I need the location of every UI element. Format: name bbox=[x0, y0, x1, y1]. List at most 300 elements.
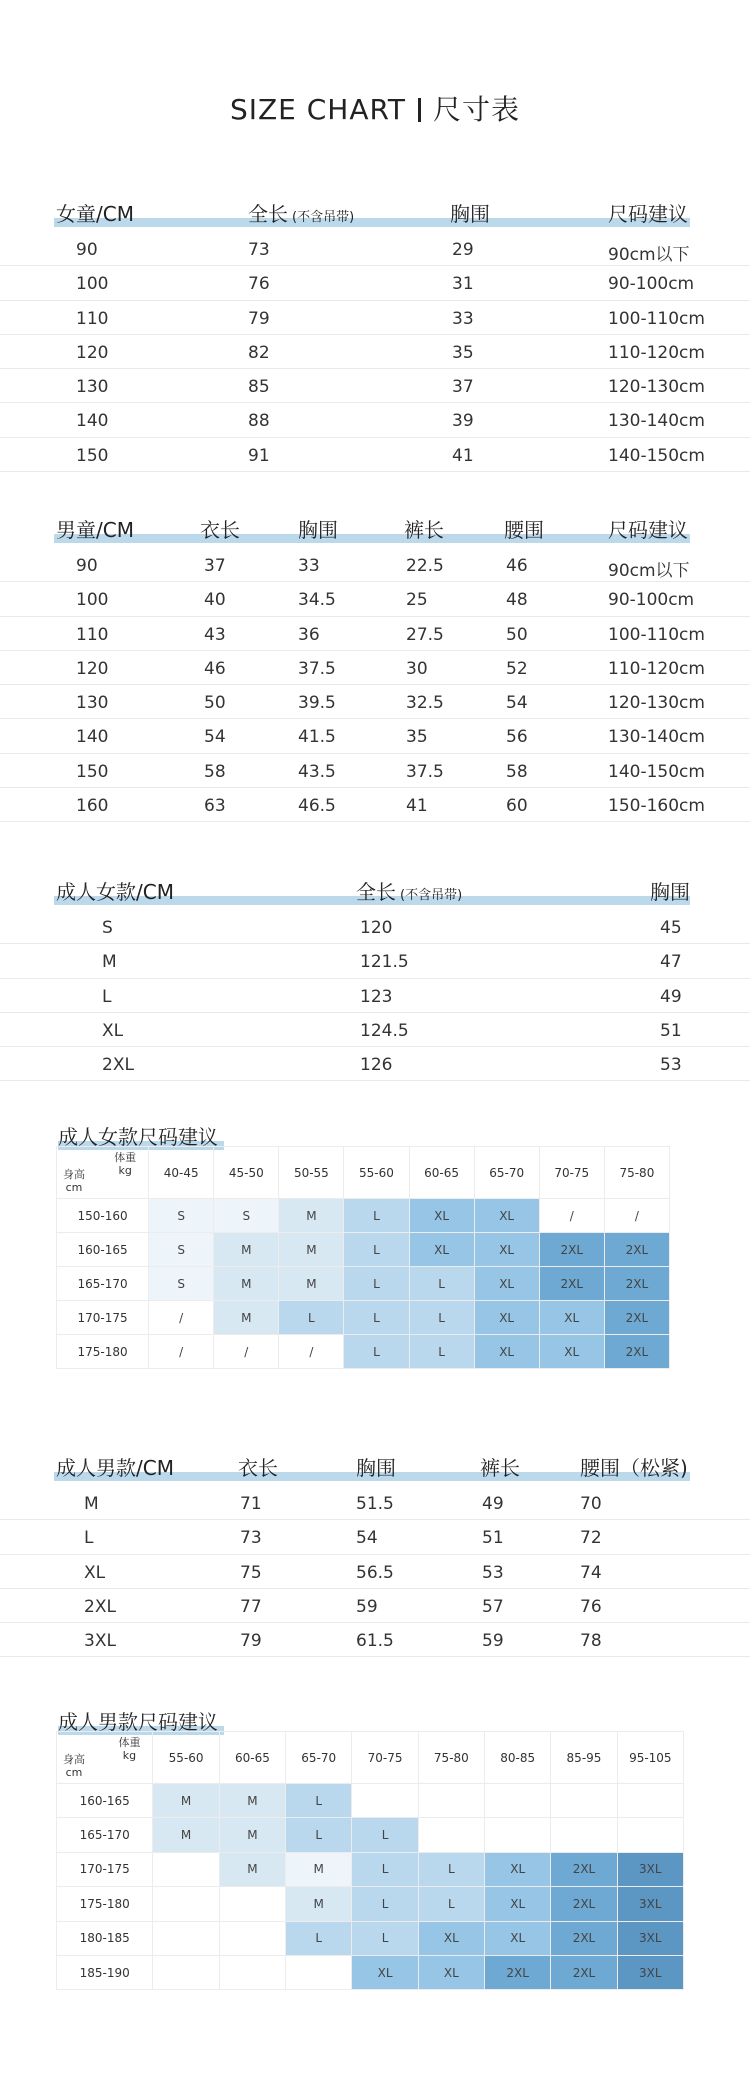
girls-table-header bbox=[0, 198, 750, 232]
table-cell: 124.5 bbox=[360, 1020, 409, 1041]
table-cell: 120 bbox=[360, 918, 393, 938]
weight-range-header: 45-50 bbox=[214, 1147, 279, 1199]
table-cell: 36 bbox=[298, 624, 320, 645]
boys-col-pants: 裤长 bbox=[404, 518, 444, 542]
table-cell: 60 bbox=[506, 796, 528, 817]
table-cell: 54 bbox=[204, 727, 226, 748]
table-cell: 100 bbox=[76, 590, 109, 611]
men-col-length: 衣长 bbox=[238, 1456, 278, 1480]
table-cell: 76 bbox=[580, 1596, 602, 1617]
table-row bbox=[0, 438, 750, 472]
table-cell: 77 bbox=[240, 1596, 262, 1617]
table-cell: 34.5 bbox=[298, 590, 336, 611]
weight-range-header: 55-60 bbox=[153, 1732, 219, 1784]
table-cell: 53 bbox=[660, 1055, 682, 1076]
boys-col-length: 衣长 bbox=[200, 518, 240, 542]
girls-table-body bbox=[0, 232, 750, 472]
table-cell: 3XL bbox=[84, 1631, 116, 1652]
men-size-table bbox=[0, 1452, 750, 1657]
table-cell: 56.5 bbox=[356, 1562, 394, 1583]
size-cell: M bbox=[219, 1818, 285, 1852]
grid-row bbox=[57, 1267, 670, 1301]
table-row bbox=[0, 910, 750, 944]
table-cell: 120 bbox=[76, 342, 109, 363]
table-cell: 2XL bbox=[84, 1596, 116, 1617]
table-cell: 90 bbox=[76, 556, 98, 576]
table-cell: 110 bbox=[76, 624, 109, 645]
size-cell: L bbox=[418, 1852, 484, 1886]
men-col-waist: 腰围（松紧) bbox=[580, 1456, 688, 1480]
size-cell bbox=[617, 1818, 683, 1852]
size-cell: 2XL bbox=[539, 1233, 604, 1267]
women-col-chest: 胸围 bbox=[650, 880, 690, 904]
size-cell: 3XL bbox=[617, 1887, 683, 1921]
table-cell: XL bbox=[102, 1020, 124, 1041]
men-table-body bbox=[0, 1486, 750, 1657]
table-cell: XL bbox=[84, 1562, 106, 1583]
table-row bbox=[0, 1013, 750, 1047]
table-cell: 90-100cm bbox=[608, 590, 695, 611]
grid-corner bbox=[57, 1147, 149, 1199]
table-cell: 71 bbox=[240, 1494, 262, 1514]
table-cell: 82 bbox=[248, 342, 270, 363]
size-cell: / bbox=[279, 1335, 344, 1369]
women-size-grid bbox=[56, 1146, 670, 1369]
size-cell bbox=[286, 1955, 352, 1989]
size-cell: 2XL bbox=[604, 1233, 669, 1267]
height-unit: cm bbox=[65, 1181, 83, 1194]
women-grid-title-text: 成人女款尺码建议 bbox=[58, 1125, 218, 1149]
weight-range-header: 70-75 bbox=[352, 1732, 418, 1784]
table-cell: 39.5 bbox=[298, 693, 336, 714]
table-cell: 130 bbox=[76, 377, 109, 398]
grid-row bbox=[57, 1921, 684, 1955]
size-cell: / bbox=[149, 1335, 214, 1369]
table-row bbox=[0, 1555, 750, 1589]
size-cell: L bbox=[286, 1921, 352, 1955]
table-cell: 41 bbox=[452, 445, 474, 466]
height-range-label: 185-190 bbox=[57, 1955, 153, 1989]
page-title bbox=[0, 88, 750, 128]
table-row bbox=[0, 1486, 750, 1520]
table-cell: 74 bbox=[580, 1562, 602, 1583]
size-cell: S bbox=[149, 1267, 214, 1301]
size-cell: XL bbox=[409, 1199, 474, 1233]
size-cell bbox=[551, 1818, 617, 1852]
table-cell: 110-120cm bbox=[608, 342, 705, 363]
grid-row bbox=[57, 1335, 670, 1369]
table-row bbox=[0, 548, 750, 582]
size-cell: XL bbox=[485, 1852, 551, 1886]
weight-range-header: 80-85 bbox=[485, 1732, 551, 1784]
grid-header-row bbox=[57, 1147, 670, 1199]
size-cell: 2XL bbox=[551, 1921, 617, 1955]
size-cell: M bbox=[286, 1887, 352, 1921]
size-cell bbox=[418, 1818, 484, 1852]
table-cell: 37.5 bbox=[406, 761, 444, 782]
size-cell: L bbox=[286, 1784, 352, 1818]
height-range-label: 170-175 bbox=[57, 1852, 153, 1886]
weight-range-header: 40-45 bbox=[149, 1147, 214, 1199]
table-cell: 57 bbox=[482, 1596, 504, 1617]
size-cell: M bbox=[279, 1199, 344, 1233]
grid-header-row bbox=[57, 1732, 684, 1784]
table-cell: 100-110cm bbox=[608, 308, 705, 329]
size-cell: M bbox=[219, 1784, 285, 1818]
table-cell: 33 bbox=[452, 308, 474, 329]
table-cell: 37.5 bbox=[298, 658, 336, 679]
table-cell: 25 bbox=[406, 590, 428, 611]
table-cell: 27.5 bbox=[406, 624, 444, 645]
weight-range-header: 65-70 bbox=[286, 1732, 352, 1784]
table-cell: 73 bbox=[248, 240, 270, 260]
table-cell: 37 bbox=[204, 556, 226, 576]
grid-row bbox=[57, 1818, 684, 1852]
girls-size-table bbox=[0, 198, 750, 472]
table-row bbox=[0, 1047, 750, 1081]
title-cn: 尺寸表 bbox=[433, 93, 521, 126]
table-cell: 54 bbox=[506, 693, 528, 714]
table-row bbox=[0, 651, 750, 685]
boys-col-suggest: 尺码建议 bbox=[608, 518, 688, 542]
table-cell: 110-120cm bbox=[608, 658, 705, 679]
size-cell: M bbox=[279, 1233, 344, 1267]
table-row bbox=[0, 685, 750, 719]
table-cell: 120 bbox=[76, 658, 109, 679]
boys-col-size: 男童/CM bbox=[56, 518, 134, 542]
size-cell: S bbox=[149, 1199, 214, 1233]
table-cell: 90-100cm bbox=[608, 274, 695, 295]
weight-range-header: 85-95 bbox=[551, 1732, 617, 1784]
women-table-body bbox=[0, 910, 750, 1081]
table-cell: L bbox=[102, 986, 112, 1007]
table-cell: 79 bbox=[248, 308, 270, 329]
table-cell: 90 bbox=[76, 240, 98, 260]
size-cell bbox=[418, 1784, 484, 1818]
table-cell: 41.5 bbox=[298, 727, 336, 748]
table-row bbox=[0, 335, 750, 369]
size-cell: L bbox=[352, 1887, 418, 1921]
weight-label bbox=[118, 1736, 140, 1762]
table-cell: S bbox=[102, 918, 113, 938]
size-cell: XL bbox=[418, 1921, 484, 1955]
table-cell: 49 bbox=[482, 1494, 504, 1514]
weight-range-header: 50-55 bbox=[279, 1147, 344, 1199]
men-col-size: 成人男款/CM bbox=[56, 1456, 174, 1480]
table-cell: 43.5 bbox=[298, 761, 336, 782]
height-label-text: 身高 bbox=[63, 1753, 85, 1766]
women-col-length-label: 全长 bbox=[356, 880, 396, 904]
women-size-table bbox=[0, 876, 750, 1081]
table-cell: 39 bbox=[452, 411, 474, 432]
table-cell: 126 bbox=[360, 1055, 393, 1076]
table-cell: 140-150cm bbox=[608, 445, 705, 466]
table-cell: 33 bbox=[298, 556, 320, 576]
men-col-chest: 胸围 bbox=[356, 1456, 396, 1480]
table-cell: 35 bbox=[406, 727, 428, 748]
boys-table-header bbox=[0, 514, 750, 548]
table-cell: 123 bbox=[360, 986, 393, 1007]
table-cell: 130-140cm bbox=[608, 727, 705, 748]
size-cell bbox=[551, 1784, 617, 1818]
table-cell: 59 bbox=[356, 1596, 378, 1617]
table-cell: 120-130cm bbox=[608, 693, 705, 714]
size-cell: M bbox=[153, 1818, 219, 1852]
size-cell: 3XL bbox=[617, 1955, 683, 1989]
size-cell: XL bbox=[474, 1301, 539, 1335]
table-cell: 72 bbox=[580, 1528, 602, 1549]
height-range-label: 180-185 bbox=[57, 1921, 153, 1955]
size-cell: L bbox=[352, 1818, 418, 1852]
size-cell: M bbox=[279, 1267, 344, 1301]
size-cell: XL bbox=[409, 1233, 474, 1267]
boys-col-chest: 胸围 bbox=[298, 518, 338, 542]
men-size-grid bbox=[56, 1731, 684, 1990]
table-cell: 100-110cm bbox=[608, 624, 705, 645]
table-cell: 2XL bbox=[102, 1055, 134, 1076]
size-cell: XL bbox=[474, 1267, 539, 1301]
grid-row bbox=[57, 1784, 684, 1818]
table-cell: 50 bbox=[506, 624, 528, 645]
size-cell: XL bbox=[352, 1955, 418, 1989]
header-bar bbox=[54, 218, 690, 227]
height-range-label: 175-180 bbox=[57, 1335, 149, 1369]
table-row bbox=[0, 719, 750, 753]
women-col-length bbox=[356, 876, 462, 905]
size-cell: XL bbox=[539, 1335, 604, 1369]
table-row bbox=[0, 617, 750, 651]
table-row bbox=[0, 582, 750, 616]
size-cell: S bbox=[214, 1199, 279, 1233]
size-cell: 3XL bbox=[617, 1921, 683, 1955]
table-cell: 46 bbox=[506, 556, 528, 576]
men-table-header bbox=[0, 1452, 750, 1486]
size-cell: 2XL bbox=[604, 1267, 669, 1301]
girls-col-chest: 胸围 bbox=[450, 202, 490, 226]
height-range-label: 150-160 bbox=[57, 1199, 149, 1233]
grid-corner bbox=[57, 1732, 153, 1784]
height-label bbox=[63, 1168, 85, 1194]
size-cell: 2XL bbox=[604, 1335, 669, 1369]
girls-col-size: 女童/CM bbox=[56, 202, 134, 226]
grid-row bbox=[57, 1301, 670, 1335]
women-table-header bbox=[0, 876, 750, 910]
size-cell: L bbox=[409, 1267, 474, 1301]
size-cell: XL bbox=[539, 1301, 604, 1335]
table-cell: M bbox=[102, 952, 117, 973]
height-unit: cm bbox=[65, 1766, 83, 1779]
size-cell: XL bbox=[474, 1199, 539, 1233]
size-cell: L bbox=[344, 1233, 409, 1267]
table-cell: 31 bbox=[452, 274, 474, 295]
height-label bbox=[63, 1753, 85, 1779]
table-cell: 40 bbox=[204, 590, 226, 611]
table-cell: 45 bbox=[660, 918, 682, 938]
table-cell: 100 bbox=[76, 274, 109, 295]
size-cell: L bbox=[418, 1887, 484, 1921]
size-cell: L bbox=[352, 1852, 418, 1886]
table-cell: 130 bbox=[76, 693, 109, 714]
size-cell: L bbox=[344, 1301, 409, 1335]
table-cell: 150-160cm bbox=[608, 796, 705, 817]
size-cell bbox=[153, 1955, 219, 1989]
grid-row bbox=[57, 1955, 684, 1989]
table-cell: 52 bbox=[506, 658, 528, 679]
table-cell: 41 bbox=[406, 796, 428, 817]
size-cell: L bbox=[279, 1301, 344, 1335]
weight-label-text: 体重 bbox=[114, 1151, 137, 1164]
table-cell: 91 bbox=[248, 445, 270, 466]
table-row bbox=[0, 944, 750, 978]
size-cell: / bbox=[539, 1199, 604, 1233]
table-cell: 121.5 bbox=[360, 952, 409, 973]
weight-range-header: 60-65 bbox=[219, 1732, 285, 1784]
size-cell: M bbox=[153, 1784, 219, 1818]
table-row bbox=[0, 788, 750, 822]
women-col-length-note: (不含吊带) bbox=[400, 888, 463, 903]
table-row bbox=[0, 266, 750, 300]
weight-label-text: 体重 bbox=[118, 1736, 141, 1749]
weight-label bbox=[114, 1151, 136, 1177]
table-cell: 63 bbox=[204, 796, 226, 817]
table-row bbox=[0, 403, 750, 437]
height-range-label: 175-180 bbox=[57, 1887, 153, 1921]
table-cell: 32.5 bbox=[406, 693, 444, 714]
table-cell: 140 bbox=[76, 411, 109, 432]
size-cell: L bbox=[344, 1199, 409, 1233]
table-cell: 58 bbox=[204, 761, 226, 782]
size-cell: M bbox=[214, 1267, 279, 1301]
table-cell: 35 bbox=[452, 342, 474, 363]
height-range-label: 165-170 bbox=[57, 1267, 149, 1301]
table-cell: 29 bbox=[452, 240, 474, 260]
table-cell: 54 bbox=[356, 1528, 378, 1549]
size-cell: 2XL bbox=[551, 1887, 617, 1921]
weight-range-header: 70-75 bbox=[539, 1147, 604, 1199]
title-separator bbox=[418, 98, 421, 122]
table-cell: 140 bbox=[76, 727, 109, 748]
table-cell: 46 bbox=[204, 658, 226, 679]
table-cell: 59 bbox=[482, 1631, 504, 1652]
table-cell: 85 bbox=[248, 377, 270, 398]
table-cell: 150 bbox=[76, 445, 109, 466]
table-cell: L bbox=[84, 1528, 94, 1549]
size-cell: M bbox=[286, 1852, 352, 1886]
table-cell: 50 bbox=[204, 693, 226, 714]
table-cell: 120-130cm bbox=[608, 377, 705, 398]
table-cell: 75 bbox=[240, 1562, 262, 1583]
size-cell: M bbox=[214, 1233, 279, 1267]
height-range-label: 160-165 bbox=[57, 1784, 153, 1818]
table-row bbox=[0, 1589, 750, 1623]
grid-row bbox=[57, 1199, 670, 1233]
size-cell: S bbox=[149, 1233, 214, 1267]
table-cell: 49 bbox=[660, 986, 682, 1007]
table-cell: 47 bbox=[660, 952, 682, 973]
size-cell: 3XL bbox=[617, 1852, 683, 1886]
table-cell: 48 bbox=[506, 590, 528, 611]
size-cell: 2XL bbox=[551, 1955, 617, 1989]
size-cell: XL bbox=[485, 1921, 551, 1955]
table-cell: 58 bbox=[506, 761, 528, 782]
size-cell bbox=[219, 1955, 285, 1989]
size-cell bbox=[617, 1784, 683, 1818]
table-cell: 22.5 bbox=[406, 556, 444, 576]
weight-range-header: 75-80 bbox=[418, 1732, 484, 1784]
table-cell: 70 bbox=[580, 1494, 602, 1514]
size-cell: L bbox=[344, 1267, 409, 1301]
table-cell: 140-150cm bbox=[608, 761, 705, 782]
size-cell: 2XL bbox=[604, 1301, 669, 1335]
height-range-label: 165-170 bbox=[57, 1818, 153, 1852]
table-cell: 37 bbox=[452, 377, 474, 398]
header-bar bbox=[54, 534, 690, 543]
weight-unit: kg bbox=[118, 1164, 132, 1177]
size-cell: XL bbox=[474, 1335, 539, 1369]
grid-row bbox=[57, 1233, 670, 1267]
women-col-size: 成人女款/CM bbox=[56, 880, 174, 904]
table-cell: M bbox=[84, 1494, 99, 1514]
girls-col-length-label: 全长 bbox=[248, 202, 288, 226]
size-cell: / bbox=[149, 1301, 214, 1335]
weight-range-header: 60-65 bbox=[409, 1147, 474, 1199]
table-cell: 79 bbox=[240, 1631, 262, 1652]
size-cell: XL bbox=[418, 1955, 484, 1989]
table-row bbox=[0, 1520, 750, 1554]
size-cell bbox=[485, 1818, 551, 1852]
table-row bbox=[0, 301, 750, 335]
table-cell: 30 bbox=[406, 658, 428, 679]
table-cell: 88 bbox=[248, 411, 270, 432]
size-cell bbox=[485, 1784, 551, 1818]
size-cell: M bbox=[214, 1301, 279, 1335]
table-row bbox=[0, 369, 750, 403]
size-cell: L bbox=[352, 1921, 418, 1955]
table-row bbox=[0, 232, 750, 266]
size-cell: / bbox=[214, 1335, 279, 1369]
size-cell: 2XL bbox=[485, 1955, 551, 1989]
size-cell: XL bbox=[485, 1887, 551, 1921]
height-label-text: 身高 bbox=[63, 1168, 85, 1181]
table-cell: 73 bbox=[240, 1528, 262, 1549]
weight-unit: kg bbox=[122, 1749, 137, 1762]
table-cell: 61.5 bbox=[356, 1631, 394, 1652]
table-row bbox=[0, 979, 750, 1013]
size-cell: 2XL bbox=[551, 1852, 617, 1886]
size-cell: L bbox=[409, 1335, 474, 1369]
table-cell: 78 bbox=[580, 1631, 602, 1652]
men-col-pants: 裤长 bbox=[480, 1456, 520, 1480]
size-cell: M bbox=[219, 1852, 285, 1886]
table-cell: 43 bbox=[204, 624, 226, 645]
size-cell: 2XL bbox=[539, 1267, 604, 1301]
size-cell bbox=[219, 1887, 285, 1921]
size-cell: XL bbox=[474, 1233, 539, 1267]
boys-table-body bbox=[0, 548, 750, 822]
table-cell: 110 bbox=[76, 308, 109, 329]
boys-size-table bbox=[0, 514, 750, 822]
girls-col-suggest: 尺码建议 bbox=[608, 202, 688, 226]
table-cell: 150 bbox=[76, 761, 109, 782]
size-cell: L bbox=[344, 1335, 409, 1369]
table-row bbox=[0, 754, 750, 788]
size-cell bbox=[219, 1921, 285, 1955]
weight-range-header: 95-105 bbox=[617, 1732, 683, 1784]
size-cell: L bbox=[286, 1818, 352, 1852]
height-range-label: 160-165 bbox=[57, 1233, 149, 1267]
size-cell bbox=[153, 1852, 219, 1886]
table-row bbox=[0, 1623, 750, 1657]
